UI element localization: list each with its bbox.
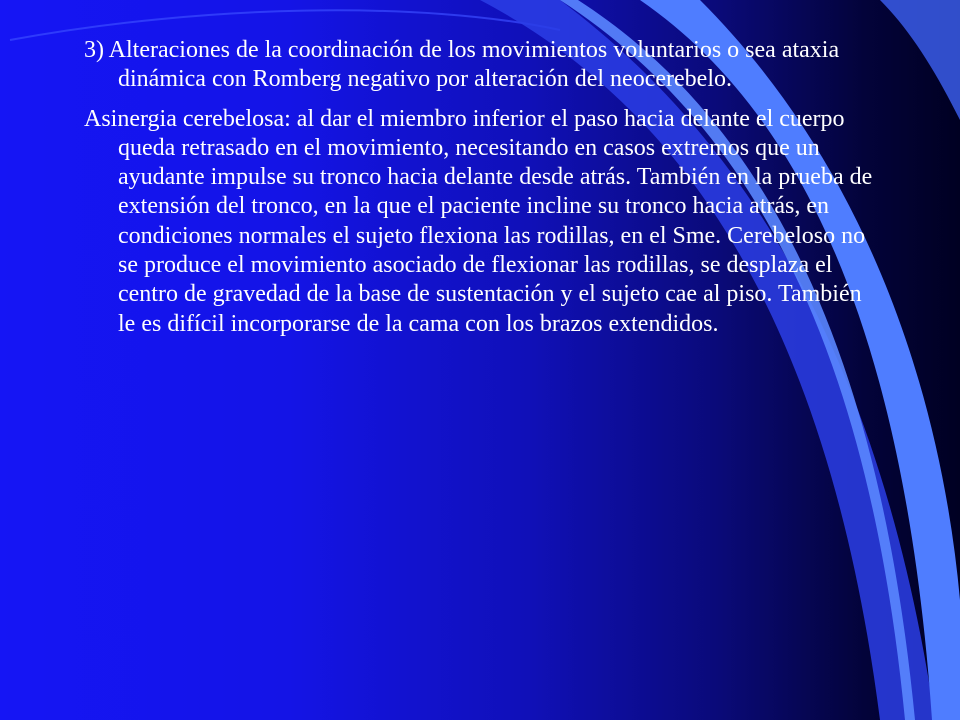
paragraph-asinergia: Asinergia cerebelosa: al dar el miembro inferior el paso hacia delante el cuerpo queda retrasado en el movimiento, necesitando en casos extremos que un ayudante impulse su tronco hacia delante desde atrás. También en la prueba de extensión del tronco, en la que el paciente incline su tronco hacia atrás, en condiciones normales el sujeto flexiona las rodillas, en el Sme. Cerebeloso no se produce el movimiento asociado de flexionar las rodillas, se desplaza el centro de gravedad de la base de sustentación y el sujeto cae al piso. También le es difícil incorporarse de la cama con los brazos extendidos. (84, 105, 873, 337)
slide-body (84, 36, 884, 349)
swoosh-corner (880, 0, 960, 120)
paragraph-coordination: 3) Alteraciones de la coordinación de los movimientos voluntarios o sea ataxia dinámica con Romberg negativo por alteración del neocerebelo. (84, 37, 840, 93)
